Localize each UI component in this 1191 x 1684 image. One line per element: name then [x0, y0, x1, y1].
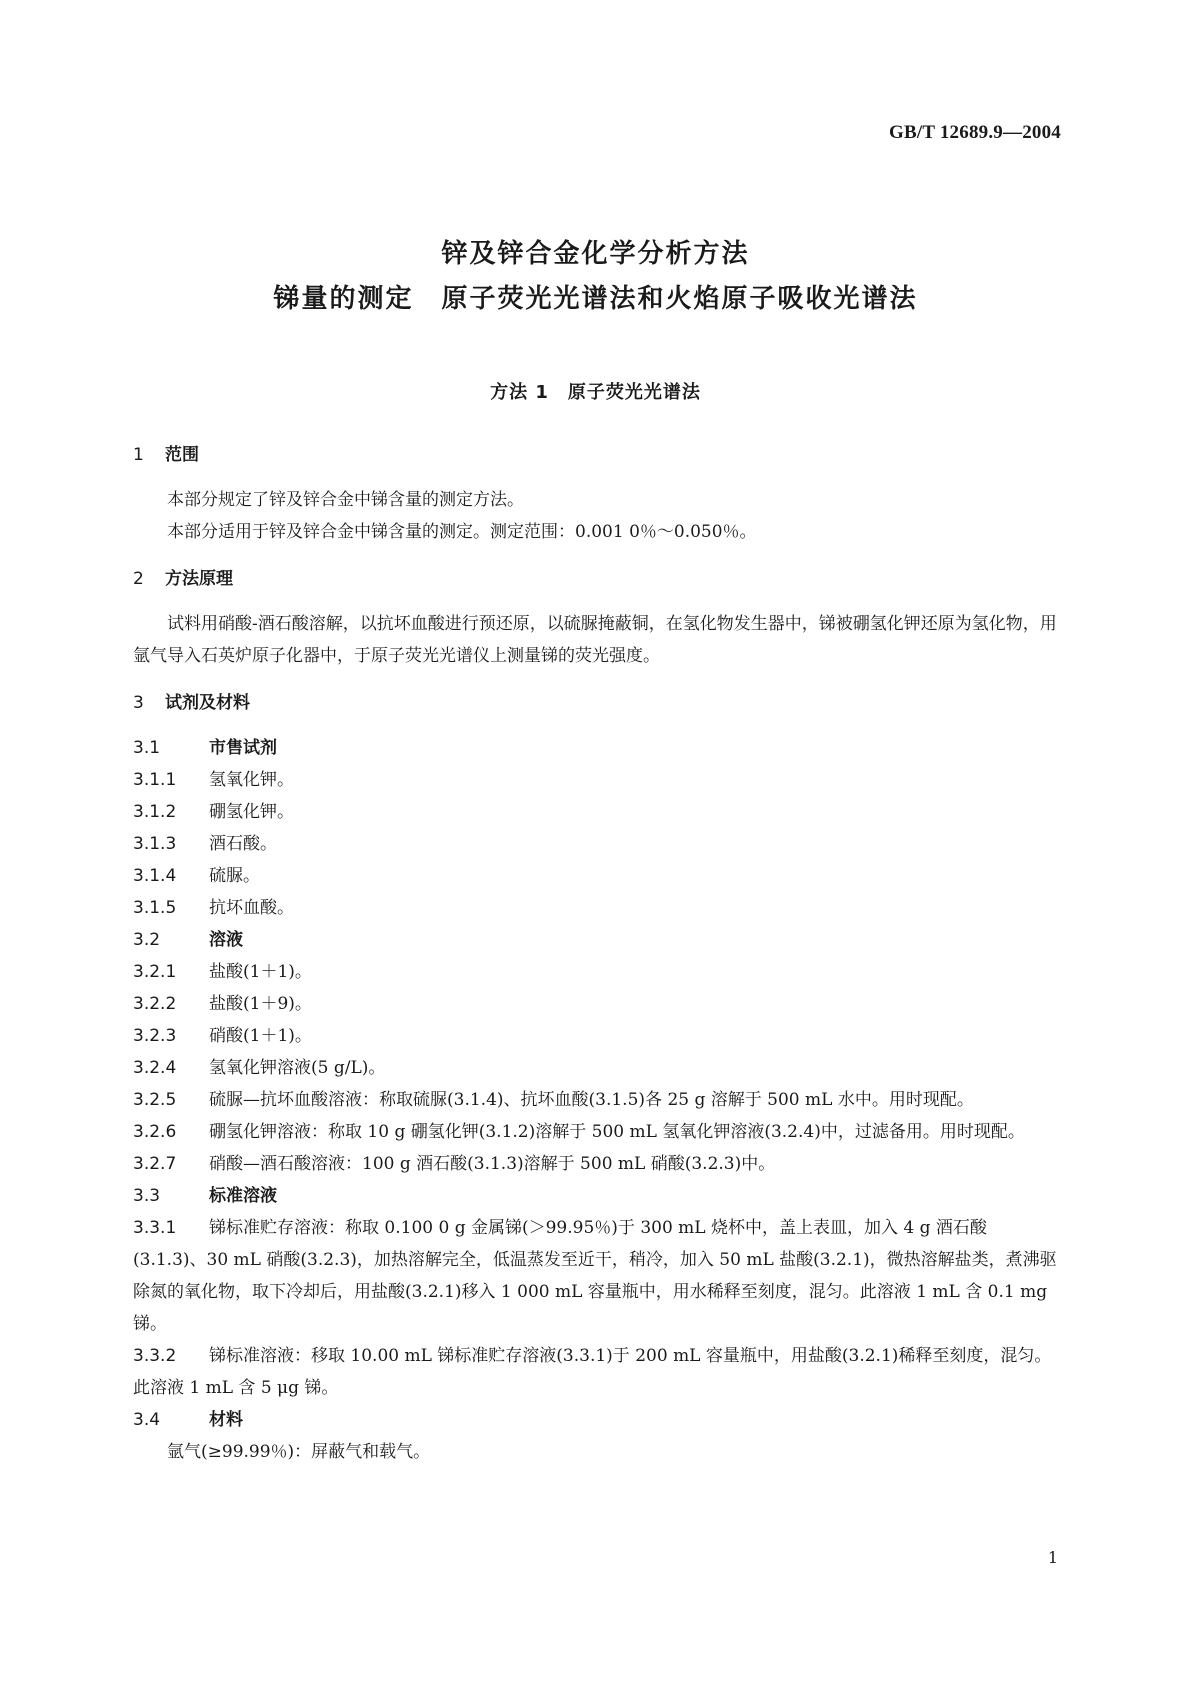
clause-text: 硝酸—酒石酸溶液：100 g 酒石酸(3.1.3)溶解于 500 mL 硝酸(3.2.3)中。	[209, 1154, 776, 1174]
subsection-number: 3.3	[133, 1186, 161, 1206]
document-body	[133, 440, 1058, 1468]
subsection-title: 溶液	[209, 930, 243, 950]
clause-item	[133, 892, 1058, 924]
subsection-number: 3.4	[133, 1410, 161, 1430]
clause-item	[133, 796, 1058, 828]
clause-text: 锑标准溶液：移取 10.00 mL 锑标准贮存溶液(3.3.1)于 200 mL 容量瓶中，用盐酸(3.2.1)稀释至刻度，混匀。此溶液 1 mL 含 5 μg 锑。	[133, 1346, 1052, 1398]
clause-number: 3.1.5	[133, 898, 177, 918]
clause-number: 3.2.1	[133, 962, 177, 982]
clause-number: 3.2.6	[133, 1122, 177, 1142]
subsection-3-3-heading	[133, 1180, 1058, 1212]
clause-item	[133, 1148, 1058, 1180]
subsection-3-2-heading	[133, 924, 1058, 956]
clause-text: 盐酸(1＋1)。	[209, 962, 312, 982]
section-number: 1	[133, 445, 144, 465]
subsection-number: 3.2	[133, 930, 161, 950]
subsection-number: 3.1	[133, 738, 161, 758]
clause-number: 3.1.1	[133, 770, 177, 790]
clause-item	[133, 1020, 1058, 1052]
clause-number: 3.2.3	[133, 1026, 177, 1046]
clause-number: 3.2.4	[133, 1058, 177, 1078]
clause-text: 硫脲。	[209, 866, 260, 886]
clause-item	[133, 860, 1058, 892]
clause-text: 氢氧化钾溶液(5 g/L)。	[209, 1058, 386, 1078]
paragraph: 氩气(≥99.99％)：屏蔽气和载气。	[167, 1442, 431, 1462]
clause-text: 硼氢化钾溶液：称取 10 g 硼氢化钾(3.1.2)溶解于 500 mL 氢氧化钾溶液(3.2.4)中，过滤备用。用时现配。	[209, 1122, 1025, 1142]
document-title-line-2: 锑量的测定 原子荧光光谱法和火焰原子吸收光谱法	[273, 284, 918, 314]
clause-number: 3.1.2	[133, 802, 177, 822]
clause-number: 3.2.7	[133, 1154, 177, 1174]
section-title: 方法原理	[165, 569, 233, 589]
clause-text: 氢氧化钾。	[209, 770, 294, 790]
clause-number: 3.1.4	[133, 866, 177, 886]
clause-item	[133, 1052, 1058, 1084]
method-title: 方法 1 原子荧光光谱法	[490, 382, 701, 403]
clause-text: 盐酸(1＋9)。	[209, 994, 312, 1014]
subsection-3-1-heading	[133, 732, 1058, 764]
section-title: 范围	[165, 445, 199, 465]
clause-number: 3.1.3	[133, 834, 177, 854]
document-title-line-1: 锌及锌合金化学分析方法	[441, 239, 750, 269]
clause-number: 3.2.5	[133, 1090, 177, 1110]
subsection-title: 标准溶液	[209, 1186, 277, 1206]
clause-item	[133, 956, 1058, 988]
standard-code: GB/T 12689.9—2004	[889, 122, 1061, 143]
clause-text: 硫脲—抗坏血酸溶液：称取硫脲(3.1.4)、抗坏血酸(3.1.5)各 25 g 溶解于 500 mL 水中。用时现配。	[209, 1090, 974, 1110]
clause-text: 硝酸(1＋1)。	[209, 1026, 312, 1046]
subsection-title: 市售试剂	[209, 738, 277, 758]
clause-number: 3.2.2	[133, 994, 177, 1014]
clause-text: 酒石酸。	[209, 834, 277, 854]
clause-number: 3.3.2	[133, 1346, 177, 1366]
section-number: 3	[133, 693, 144, 713]
clause-item	[133, 1084, 1058, 1116]
section-title: 试剂及材料	[165, 693, 250, 713]
clause-text: 抗坏血酸。	[209, 898, 294, 918]
clause-text: 锑标准贮存溶液：称取 0.100 0 g 金属锑(＞99.95％)于 300 mL 烧杯中，盖上表皿，加入 4 g 酒石酸(3.1.3)、30 mL 硝酸(3.2.3)，加热溶解完全，低温蒸发至近干，稍冷，加入 50 mL 盐酸(3.2.1)，微热溶解盐类，煮沸驱除氮的氧化物，取下冷却后，用盐酸(3.2.1)移入 1 000 mL 容量瓶中，用水稀释至刻度，混匀。此溶液 1 mL 含 0.1 mg 锑。	[133, 1218, 1057, 1334]
clause-item	[133, 828, 1058, 860]
clause-item	[133, 764, 1058, 796]
clause-item	[133, 1116, 1058, 1148]
clause-item	[133, 988, 1058, 1020]
section-number: 2	[133, 569, 144, 589]
clause-text: 硼氢化钾。	[209, 802, 294, 822]
paragraph: 本部分适用于锌及锌合金中锑含量的测定。测定范围：0.001 0％～0.050％。	[167, 522, 757, 542]
subsection-3-4-heading	[133, 1404, 1058, 1436]
subsection-title: 材料	[209, 1410, 243, 1430]
section-1-heading	[133, 440, 1058, 470]
paragraph: 本部分规定了锌及锌合金中锑含量的测定方法。	[167, 490, 524, 510]
page-number: 1	[1047, 1548, 1058, 1567]
clause-number: 3.3.1	[133, 1218, 177, 1238]
section-2-heading	[133, 564, 1058, 594]
clause-item	[133, 1212, 1058, 1340]
paragraph: 试料用硝酸-酒石酸溶解，以抗坏血酸进行预还原，以硫脲掩蔽铜，在氢化物发生器中，锑被硼氢化钾还原为氢化物，用氩气导入石英炉原子化器中，于原子荧光光谱仪上测量锑的荧光强度。	[133, 614, 1057, 666]
section-3-heading	[133, 688, 1058, 718]
clause-item	[133, 1340, 1058, 1404]
